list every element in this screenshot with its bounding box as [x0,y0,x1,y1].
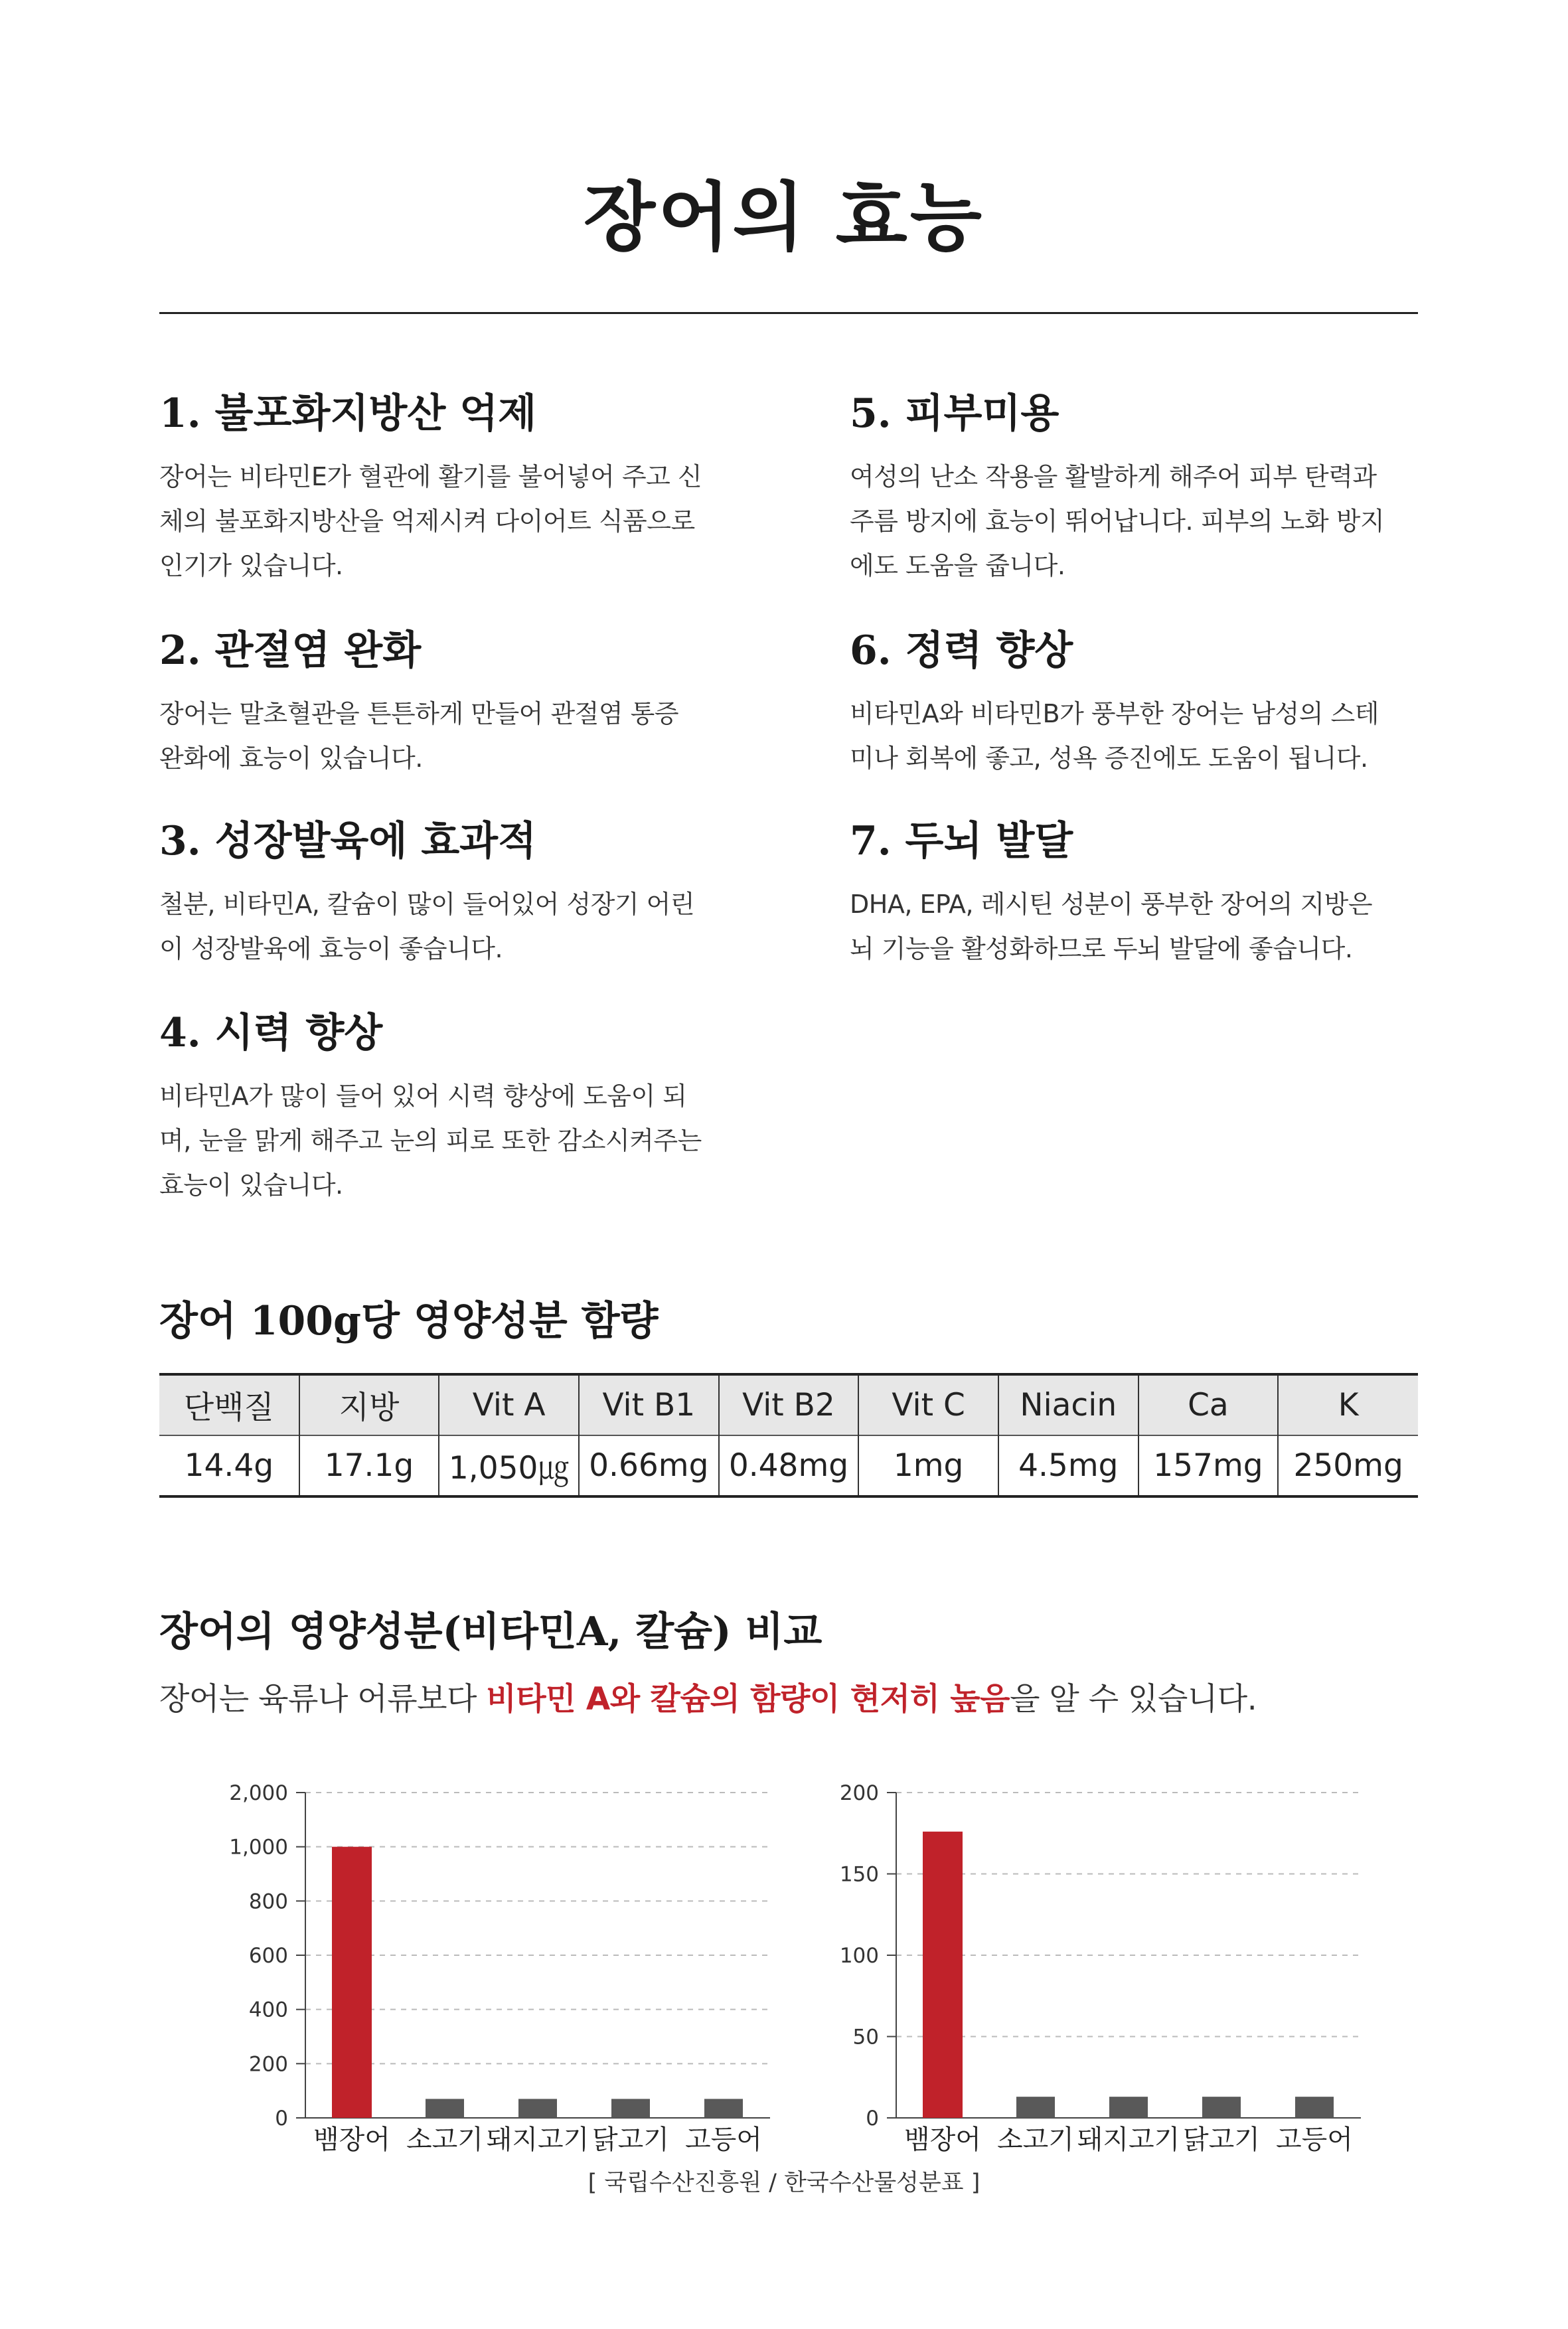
comparison-title: 장어의 영양성분(비타민A, 칼슘) 비교 [159,1609,823,1655]
table-header-cell: 지방 [299,1374,439,1435]
bar-닭고기 [1202,2097,1241,2118]
benefit-title: 4. 시력 향상 [159,1010,383,1056]
y-tick-label: 400 [248,1998,288,2022]
table-cell: 14.4g [159,1435,299,1496]
table-cell: 250mg [1293,1447,1403,1484]
table-header-cell: Niacin [998,1374,1138,1435]
table-header-cell: 단백질 [159,1374,299,1435]
chart-svg [783,1766,1368,2158]
benefit-7 [850,815,1401,971]
bar-돼지고기 [518,2099,557,2118]
benefit-5 [850,387,1401,588]
x-tick-label: 닭고기 [592,2125,669,2155]
table-cell: 157mg [1138,1435,1279,1496]
y-tick-label: 0 [866,2107,879,2130]
y-tick-label: 50 [852,2025,879,2049]
benefit-3 [159,815,710,971]
lead-suffix: 을 알 수 있습니다. [1010,1681,1257,1718]
y-tick-label: 600 [248,1944,288,1968]
x-tick-label: 소고기 [997,2125,1074,2155]
benefit-4 [159,1006,710,1208]
benefit-text: 장어는 비타민E가 혈관에 활기를 불어넣어 주고 신 체의 불포화지방산을 억제시켜 다이어트 식품으로 인기가 있습니다. [159,462,702,580]
bar-소고기 [426,2099,464,2118]
bar-닭고기 [611,2099,650,2118]
nutrition-value-row [159,1435,1418,1496]
page-title: 장어의 효능 [584,174,984,261]
benefit-text: 철분, 비타민A, 칼슘이 많이 들어있어 성장기 어린 이 성장발육에 효능이 좋습니다. [159,890,695,963]
table-header-cell: Ca [1138,1374,1279,1435]
benefit-title: 2. 관절염 완화 [159,627,422,674]
table-header-cell: Vit B2 [719,1374,859,1435]
nutrition-header-row [159,1374,1418,1435]
y-tick-label: 100 [839,1944,879,1968]
title-divider [159,312,1418,314]
x-tick-label: 뱀장어 [313,2125,390,2155]
y-tick-label: 800 [248,1889,288,1914]
bar-뱀장어 [923,1832,963,2118]
benefit-title: 7. 두뇌 발달 [850,818,1073,864]
benefit-6 [850,624,1401,781]
table-cell: 1,050㎍ [439,1435,579,1496]
table-cell: 1mg [858,1435,998,1496]
nutrition-title: 장어 100g당 영양성분 함량 [159,1298,659,1344]
table-header-cell: Vit A [439,1374,579,1435]
bar-고등어 [704,2099,743,2118]
x-tick-label: 고등어 [1276,2125,1353,2155]
benefit-2 [159,624,710,781]
calcium-chart [783,1766,1368,2158]
benefit-1 [159,387,710,588]
y-tick-label: 2,000 [229,1781,288,1805]
table-cell: 0.48mg [719,1435,859,1496]
table-cell: 4.5mg [998,1435,1138,1496]
benefit-text: 여성의 난소 작용을 활발하게 해주어 피부 탄력과 주름 방지에 효능이 뛰어납니다. 피부의 노화 방지 에도 도움을 줍니다. [850,462,1385,580]
bar-고등어 [1295,2097,1334,2118]
x-tick-label: 뱀장어 [904,2125,981,2155]
table-header-cell: Vit C [858,1374,998,1435]
x-tick-label: 고등어 [685,2125,762,2155]
lead-highlight: 비타민 A와 칼슘의 함량이 현저히 높음 [486,1681,1010,1718]
y-tick-label: 0 [275,2107,288,2130]
comparison-lead [159,1674,1257,1719]
lead-prefix: 장어는 육류나 어류보다 [159,1681,487,1718]
benefit-title: 6. 정력 향상 [850,627,1073,674]
benefit-text: 비타민A와 비타민B가 풍부한 장어는 남성의 스테 미나 회복에 좋고, 성욕 증진에도 도움이 됩니다. [850,699,1379,773]
benefit-text: DHA, EPA, 레시틴 성분이 풍부한 장어의 지방은 뇌 기능을 활성화하므로 두뇌 발달에 좋습니다. [850,890,1373,963]
x-tick-label: 돼지고기 [486,2125,589,2155]
table-cell: 0.66mg [579,1435,719,1496]
benefit-text: 장어는 말초혈관을 튼튼하게 만들어 관절염 통증 완화에 효능이 있습니다. [159,699,679,773]
y-tick-label: 1,000 [229,1835,288,1860]
benefit-title: 5. 피부미용 [850,390,1059,437]
table-header-cell: K [1338,1387,1359,1423]
table-header-cell: Vit B1 [579,1374,719,1435]
x-tick-label: 돼지고기 [1077,2125,1180,2155]
benefit-title: 3. 성장발육에 효과적 [159,818,537,864]
x-tick-label: 소고기 [406,2125,483,2155]
nutrition-table [159,1373,1418,1498]
chart-svg [193,1766,777,2158]
bar-돼지고기 [1109,2097,1148,2118]
y-tick-label: 150 [839,1862,879,1887]
table-cell: 17.1g [299,1435,439,1496]
y-tick-label: 200 [839,1781,879,1805]
y-tick-label: 200 [248,2052,288,2077]
source-note: [ 국립수산진흥원 / 한국수산물성분표 ] [588,2170,980,2196]
x-tick-label: 닭고기 [1183,2125,1260,2155]
vitamin-a-chart [193,1766,777,2158]
benefit-text: 비타민A가 많이 들어 있어 시력 향상에 도움이 되 며, 눈을 맑게 해주고 눈의 피로 또한 감소시켜주는 효능이 있습니다. [159,1082,702,1200]
benefit-title: 1. 불포화지방산 억제 [159,390,537,437]
bar-뱀장어 [332,1847,372,2118]
bar-소고기 [1016,2097,1055,2118]
